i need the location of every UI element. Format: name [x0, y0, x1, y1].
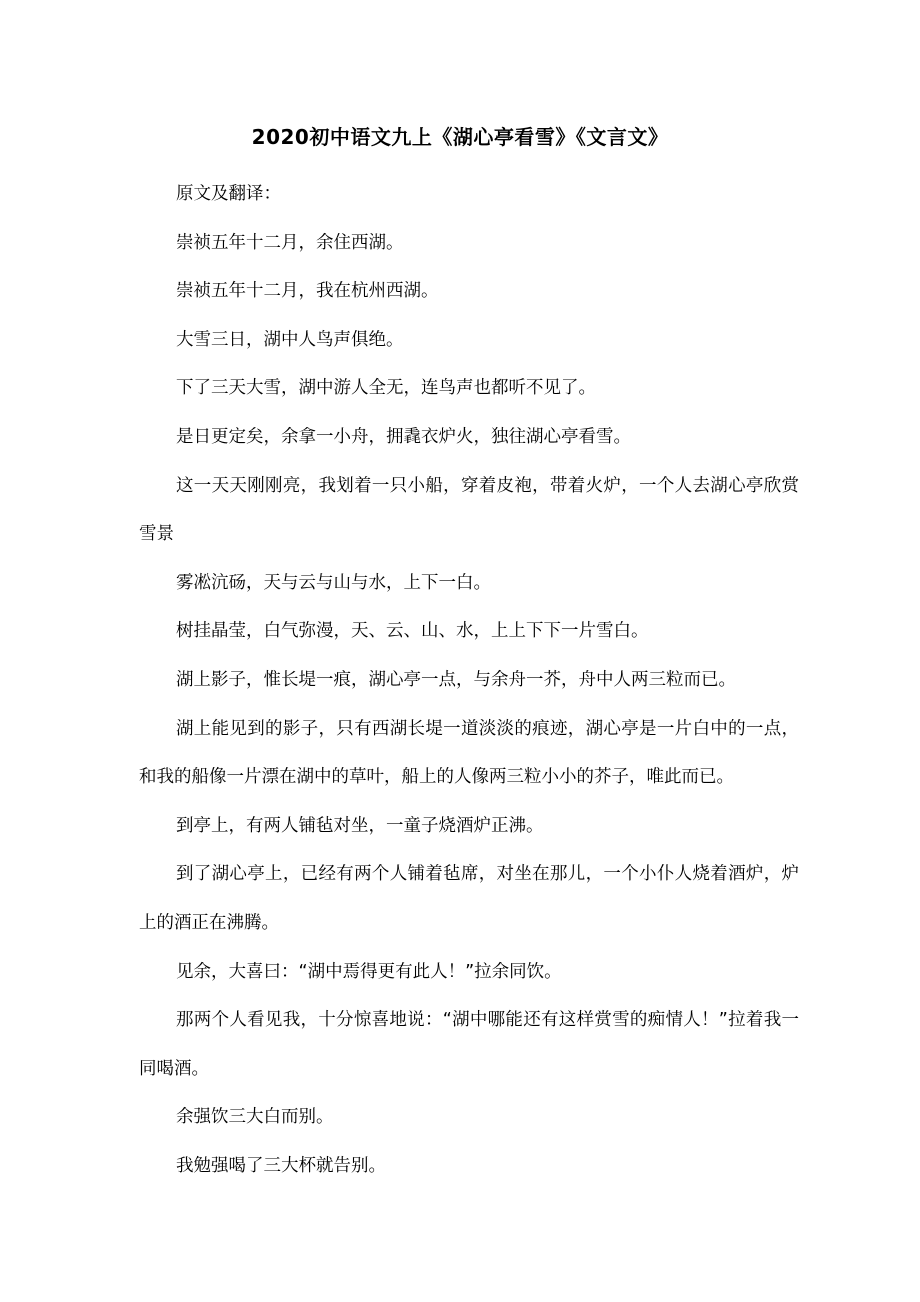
paragraph: 下了三天大雪，湖中游人全无，连鸟声也都听不见了。 [176, 378, 596, 399]
paragraph: 大雪三日，湖中人鸟声俱绝。 [176, 329, 404, 350]
document-title: 2020初中语文九上《湖心亭看雪》《文言文》 [251, 125, 669, 149]
paragraph: 湖上影子，惟长堤一痕，湖心亭一点，与余舟一芥，舟中人两三粒而已。 [176, 669, 736, 690]
paragraph: 到了湖心亭上，已经有两个人铺着毡席，对坐在那儿，一个小仆人烧着酒炉，炉上的酒正在沸腾。 [139, 864, 799, 933]
paragraph: 见余，大喜曰：“湖中焉得更有此人！”拉余同饮。 [176, 961, 562, 982]
document-body [139, 170, 799, 1190]
paragraph: 崇祯五年十二月，我在杭州西湖。 [176, 281, 439, 302]
paragraph: 余强饮三大白而别。 [176, 1107, 334, 1128]
paragraph: 树挂晶莹，白气弥漫，天、云、山、水，上上下下一片雪白。 [176, 621, 649, 642]
paragraph: 崇祯五年十二月，余住西湖。 [176, 232, 404, 253]
paragraph: 那两个人看见我，十分惊喜地说：“湖中哪能还有这样赏雪的痴情人！”拉着我一同喝酒。 [139, 1010, 799, 1079]
paragraph: 是日更定矣，余拿一小舟，拥毳衣炉火，独往湖心亭看雪。 [176, 426, 631, 447]
paragraph: 湖上能见到的影子，只有西湖长堤一道淡淡的痕迹，湖心亭是一片白中的一点，和我的船像一片漂在湖中的草叶，船上的人像两三粒小小的芥子，唯此而已。 [139, 718, 799, 788]
paragraph: 我勉强喝了三大杯就告别。 [176, 1155, 386, 1176]
paragraph: 到亭上，有两人铺毡对坐，一童子烧酒炉正沸。 [176, 815, 544, 836]
paragraph: 这一天天刚刚亮，我划着一只小船，穿着皮袍，带着火炉，一个人去湖心亭欣赏雪景 [139, 475, 799, 545]
paragraph: 雾凇沆砀，天与云与山与水，上下一白。 [176, 572, 491, 593]
paragraph: 原文及翻译： [176, 184, 281, 204]
